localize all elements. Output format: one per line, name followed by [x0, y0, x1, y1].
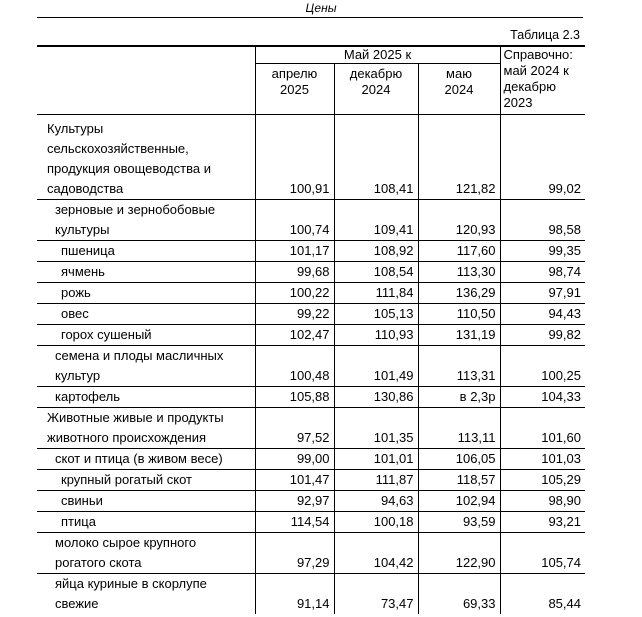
row-value: 113,31 [418, 346, 500, 387]
table-row [37, 283, 585, 304]
row-value: 97,91 [500, 283, 585, 304]
table-row [37, 115, 585, 200]
row-value: 113,30 [418, 262, 500, 283]
row-value: 108,41 [334, 115, 418, 200]
row-label: семена и плоды масличных культур [37, 346, 255, 387]
row-value: 100,18 [334, 512, 418, 533]
row-value: 97,29 [255, 533, 334, 574]
row-value: 100,48 [255, 346, 334, 387]
table-row [37, 304, 585, 325]
header-col-april-text: апрелю 2025 [271, 66, 318, 97]
row-value: 118,57 [418, 470, 500, 491]
header-col-april [255, 64, 334, 115]
table-row [37, 346, 585, 387]
row-value: 101,47 [255, 470, 334, 491]
row-label: горох сушеный [37, 325, 255, 346]
row-value: 92,97 [255, 491, 334, 512]
table-row [37, 262, 585, 283]
row-value: 105,13 [334, 304, 418, 325]
row-value: 101,49 [334, 346, 418, 387]
row-value: 85,44 [500, 574, 585, 615]
header-col-december-text: декабрю 2024 [349, 66, 403, 97]
table-row [37, 408, 585, 449]
row-value: 131,19 [418, 325, 500, 346]
table-row [37, 387, 585, 408]
row-value: 101,03 [500, 449, 585, 470]
table-row [37, 325, 585, 346]
row-label: крупный рогатый скот [37, 470, 255, 491]
row-value: 98,58 [500, 200, 585, 241]
row-value: 111,87 [334, 470, 418, 491]
row-value: 97,52 [255, 408, 334, 449]
row-value: 110,93 [334, 325, 418, 346]
row-value: 122,90 [418, 533, 500, 574]
row-value: 100,91 [255, 115, 334, 200]
header-empty-cell [37, 46, 255, 64]
row-value: 100,25 [500, 346, 585, 387]
row-value: 104,42 [334, 533, 418, 574]
row-value: 91,14 [255, 574, 334, 615]
row-value: 105,29 [500, 470, 585, 491]
row-value: 101,01 [334, 449, 418, 470]
row-value: в 2,3р [418, 387, 500, 408]
row-value: 111,84 [334, 283, 418, 304]
price-index-table [37, 45, 585, 614]
row-value: 105,74 [500, 533, 585, 574]
row-label: ячмень [37, 262, 255, 283]
row-value: 101,17 [255, 241, 334, 262]
row-label: пшеница [37, 241, 255, 262]
header-ref-column [500, 46, 585, 115]
header-col-may-text: маю 2024 [444, 66, 474, 97]
row-label: свиньи [37, 491, 255, 512]
row-value: 113,11 [418, 408, 500, 449]
row-value: 101,35 [334, 408, 418, 449]
table-row [37, 491, 585, 512]
row-value: 110,50 [418, 304, 500, 325]
table-row [37, 470, 585, 491]
header-col-december [334, 64, 418, 115]
row-value: 93,21 [500, 512, 585, 533]
table-row [37, 200, 585, 241]
header-group-label: Май 2025 к [255, 46, 500, 64]
row-value: 99,00 [255, 449, 334, 470]
table-row [37, 449, 585, 470]
row-value: 117,60 [418, 241, 500, 262]
row-value: 101,60 [500, 408, 585, 449]
row-value: 94,63 [334, 491, 418, 512]
row-value: 99,82 [500, 325, 585, 346]
row-label: яйца куриные в скорлупе свежие [37, 574, 255, 615]
table-row [37, 533, 585, 574]
row-label: скот и птица (в живом весе) [37, 449, 255, 470]
row-value: 108,54 [334, 262, 418, 283]
table-row [37, 241, 585, 262]
row-value: 121,82 [418, 115, 500, 200]
row-label: молоко сырое крупного рогатого скота [37, 533, 255, 574]
header-ref-text: Справочно: май 2024 к декабрю 2023 [503, 47, 573, 110]
row-value: 99,02 [500, 115, 585, 200]
row-value: 98,90 [500, 491, 585, 512]
row-value: 99,35 [500, 241, 585, 262]
row-value: 98,74 [500, 262, 585, 283]
row-label: рожь [37, 283, 255, 304]
header-col-may [418, 64, 500, 115]
row-value: 104,33 [500, 387, 585, 408]
row-value: 93,59 [418, 512, 500, 533]
row-value: 102,94 [418, 491, 500, 512]
row-label: картофель [37, 387, 255, 408]
row-value: 108,92 [334, 241, 418, 262]
table-number: Таблица 2.3 [510, 28, 580, 42]
row-label: Культуры сельскохозяйственные, продукция овощеводства и садоводства [37, 115, 255, 200]
row-value: 99,68 [255, 262, 334, 283]
row-value: 102,47 [255, 325, 334, 346]
row-value: 99,22 [255, 304, 334, 325]
row-value: 106,05 [418, 449, 500, 470]
row-label: зерновые и зернобобовые культуры [37, 200, 255, 241]
header-empty-cell-2 [37, 64, 255, 115]
row-value: 100,22 [255, 283, 334, 304]
row-value: 100,74 [255, 200, 334, 241]
row-value: 130,86 [334, 387, 418, 408]
table-row [37, 512, 585, 533]
row-label: Животные живые и продукты животного происхождения [37, 408, 255, 449]
row-value: 105,88 [255, 387, 334, 408]
title-divider [37, 17, 583, 18]
row-value: 94,43 [500, 304, 585, 325]
row-label: птица [37, 512, 255, 533]
row-label: овес [37, 304, 255, 325]
row-value: 114,54 [255, 512, 334, 533]
row-value: 136,29 [418, 283, 500, 304]
table-row [37, 574, 585, 615]
row-value: 73,47 [334, 574, 418, 615]
row-value: 69,33 [418, 574, 500, 615]
row-value: 120,93 [418, 200, 500, 241]
section-title: Цены [305, 1, 337, 15]
table-body [37, 115, 585, 615]
row-value: 109,41 [334, 200, 418, 241]
